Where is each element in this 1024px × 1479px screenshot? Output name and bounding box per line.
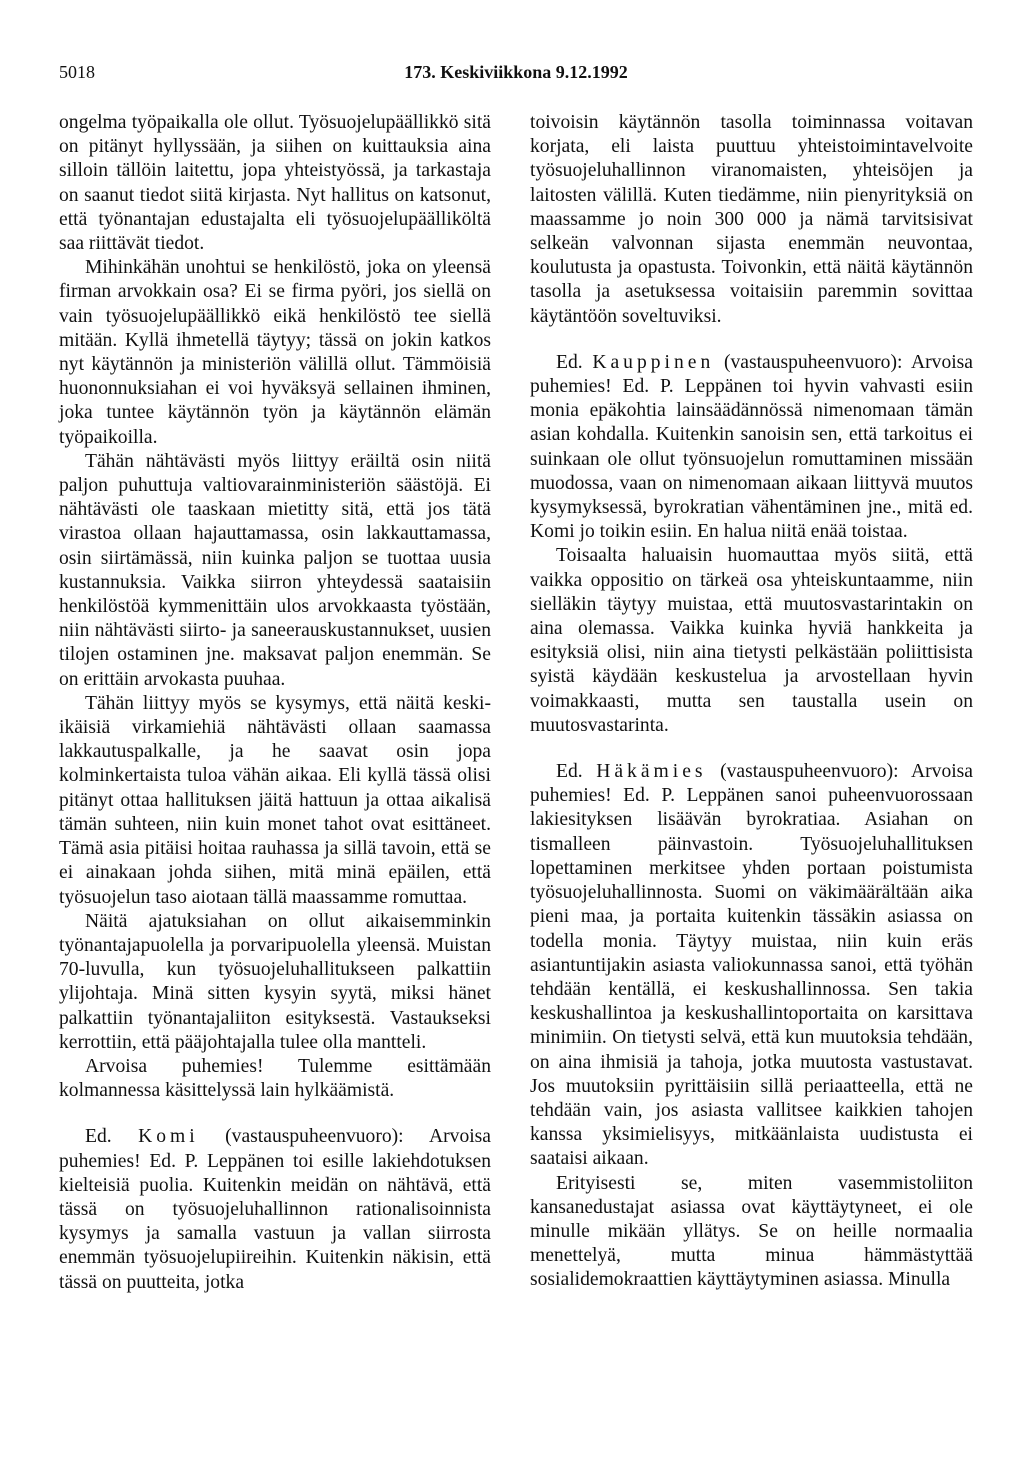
paragraph: Arvoisa puhemies! Tulemme esittämään kolmannessa käsittelyssä lain hylkäämistä.	[59, 1055, 491, 1102]
paragraph: Erityisesti se, miten vasemmistoliiton kansanedustajat asiassa ovat käyttäytyneet, ei ole minulle mikään yllätys. Se on heille normaalia menettelyä, mutta minua hämmästyttää sosialidemokraattien käyttäytyminen asiassa. Minulla	[530, 1172, 973, 1291]
page-header	[59, 62, 973, 92]
speaker-prefix: Ed.	[85, 1126, 139, 1148]
speaker-prefix: Ed.	[556, 761, 597, 783]
paragraph: Näitä ajatuksiahan on ollut aikaisemminkin työnantajapuolella ja porvaripuolella yleensä. Muistan 70-luvulla, kun työsuojeluhallitukseen palkattiin ylijohtaja. Minä sitten kysyin syytä, miksi hänet palkattiin työnantajaliiton esityksestä. Vastaukseksi kerrottiin, että pääjohtajalla tulee olla mantteli.	[59, 910, 491, 1053]
paragraph: toivoisin käytännön tasolla toiminnassa voitavan korjata, eli laista puuttuu yhteistoimintavelvoite työsuojeluhallinnon viranomaisten, yhteisöjen ja laitosten välillä. Kuten tiedämme, niin pienyrityksiä on maassamme jo noin 300 000 ja nämä tarvitsisivat selkeän valvonnan sijasta enemmän neuvontaa, koulutusta ja opastusta. Toivonkin, että näitä käytännön tasolla ja asetuksessa voitaisiin paremmin sovittaa käytäntöön soveltuviksi.	[530, 112, 973, 327]
paragraph: ongelma työpaikalla ole ollut. Työsuojelupäällikkö sitä on pitänyt hyllyssään, ja siihen on kuittauksia aina silloin tällöin laitettu, jopa yhteistyössä, ja tarkastaja on saanut tiedot siitä kirjasta. Nyt hallitus on katsonut, että työnantajan edustajalta eli työsuojelupäälliköltä saa riittävät tiedot.	[59, 112, 491, 255]
right-column	[530, 111, 973, 1293]
speaker-name: Komi	[138, 1126, 199, 1148]
speech-kauppinen	[530, 351, 973, 545]
paragraph: Tähän nähtävästi myös liittyy eräiltä osin niitä paljon puhuttuja valtiovarainministeriön säästöjä. Ei nähtävästi ole taaskaan mietitty sitä, että jos tätä virastoa ollaan hajauttamassa, osin lakkauttamassa, osin siirtämässä, niin kuinka paljon se tuottaa uusia kustannuksia. Vaikka siirron yhteydessä saataisiin henkilöstöä kymmenittäin ulos arvokkaasta työstään, niin nähtävästi siirto- ja saneerauskustannukset, uusien tilojen ostaminen jne. maksavat paljon enemmän. Se on erittäin arvokasta puuhaa.	[59, 450, 491, 690]
issue-heading: 173. Keskiviikkona 9.12.1992	[404, 62, 628, 82]
speech-hakamies	[530, 760, 973, 1171]
paragraph: Tähän liittyy myös se kysymys, että näitä keski-ikäisiä virkamiehiä nähtävästi ollaan saamassa lakkautuspalkalle, ja he saavat osin jopa kolminkertaista tuloa vähän aikaa. Eli kyllä tässä olisi pitänyt ottaa hallituksen jäitä hattuun ja ottaa aikalisä tämän suhteen, niin kuin monet tahot ovat esittäneet. Tämä asia pitäisi hoitaa rauhassa ja sillä tavoin, että se ei ainakaan johda siihen, mitä minä epäilen, että työsuojelun taso aiotaan tällä maassamme romuttaa.	[59, 692, 491, 908]
page-number: 5018	[59, 62, 95, 82]
speech-komi	[59, 1125, 491, 1294]
speaker-name: Kauppinen	[592, 351, 715, 373]
speech-text: (vastauspuheenvuoro): Arvoisa puhemies! Ed. P. Leppänen toi hyvin vahvasti esiin monia epäkohtia lainsäädännössä nimenomaan tämän asian kohdalla. Kuitenkin sanoisin sen, että tarkoitus ei suinkaan ole ollut työnsuojelun romuttaminen missään muodossa, vaan on nimenomaan aikaan liittyvä muutos kysymyksessä, byrokratian vähentäminen jne., mitä ed. Komi jo toikin esiin. En halua niitä enää toistaa.	[530, 351, 974, 543]
speaker-name: Häkämies	[596, 761, 707, 783]
speech-text: (vastauspuheenvuoro): Arvoisa puhemies! Ed. P. Leppänen toi esille lakiehdotuksen kielteisiä puolia. Kuitenkin meidän on nähtävä, että tässä on työsuojeluhallinnon rationalisoinnista kysymys ja samalla vastuun ja vallan siirrosta enemmän työsuojelupiireihin. Kuitenkin näkisin, että tässä on puutteita, jotka	[59, 1126, 492, 1293]
speech-text: (vastauspuheenvuoro): Arvoisa puhemies! Ed. P. Leppänen sanoi puheenvuorossaan lakiesityksen lisäävän byrokratiaa. Asiahan on tismalleen päinvastoin. Työsuojeluhallituksen lopettaminen merkitsee yhden portaan poistumista työsuojeluhallinnosta. Suomi on väkimäärältään aika pieni maa, ja portaita kuitenkin tässäkin asiassa on todella monia. Täytyy muistaa, niin kuin eräs asiantuntijakin asiasta valiokunnassa sanoi, että työhän tehdään kentällä, ei keskushallinnossa. Sen takia keskushallintoa ja keskushallintoportaita on karsittava minimiin. On tietysti selvä, että kun muutoksia tehdään, on aina ihmisiä ja tahoja, jotka muutosta vastustavat. Jos muutoksiin pyrittäisiin sillä periaatteella, että ne tehdään vain, jos asiasta vallitsee kaikkien tahojen kanssa yksimielisyys, mitkäänlaista uudistusta ei saataisi aikaan.	[530, 761, 974, 1170]
left-column	[59, 111, 491, 1295]
paragraph: Mihinkähän unohtui se henkilöstö, joka on yleensä firman arvokkain osa? Ei se firma pyöri, jos siellä on vain työsuojelupäällikkö eikä henkilöstö tee siellä mitään. Kyllä ihmetellä täytyy; tässä on jokin katkos nyt käytännön ja ministeriön välillä ollut. Tämmöisiä huononnuksiahan ei voi hyväksyä sellainen ihminen, joka tuntee käytännön työn ja käytännön elämän työpaikoilla.	[59, 257, 491, 448]
speaker-prefix: Ed.	[556, 351, 593, 373]
paragraph: Toisaalta haluaisin huomauttaa myös siitä, että vaikka oppositio on tärkeä osa yhteiskuntaamme, niin sielläkin täytyy muistaa, että muutosvastarintakin on aina olemassa. Vaikka kuinka hyviä hankkeita ja esityksiä olisi, niin aina tietysti pelkästään poliittisista syistä käydään keskustelua ja arvostellaan hyvin voimakkaasti, mutta sen taustalla usein on muutosvastarinta.	[530, 545, 973, 736]
